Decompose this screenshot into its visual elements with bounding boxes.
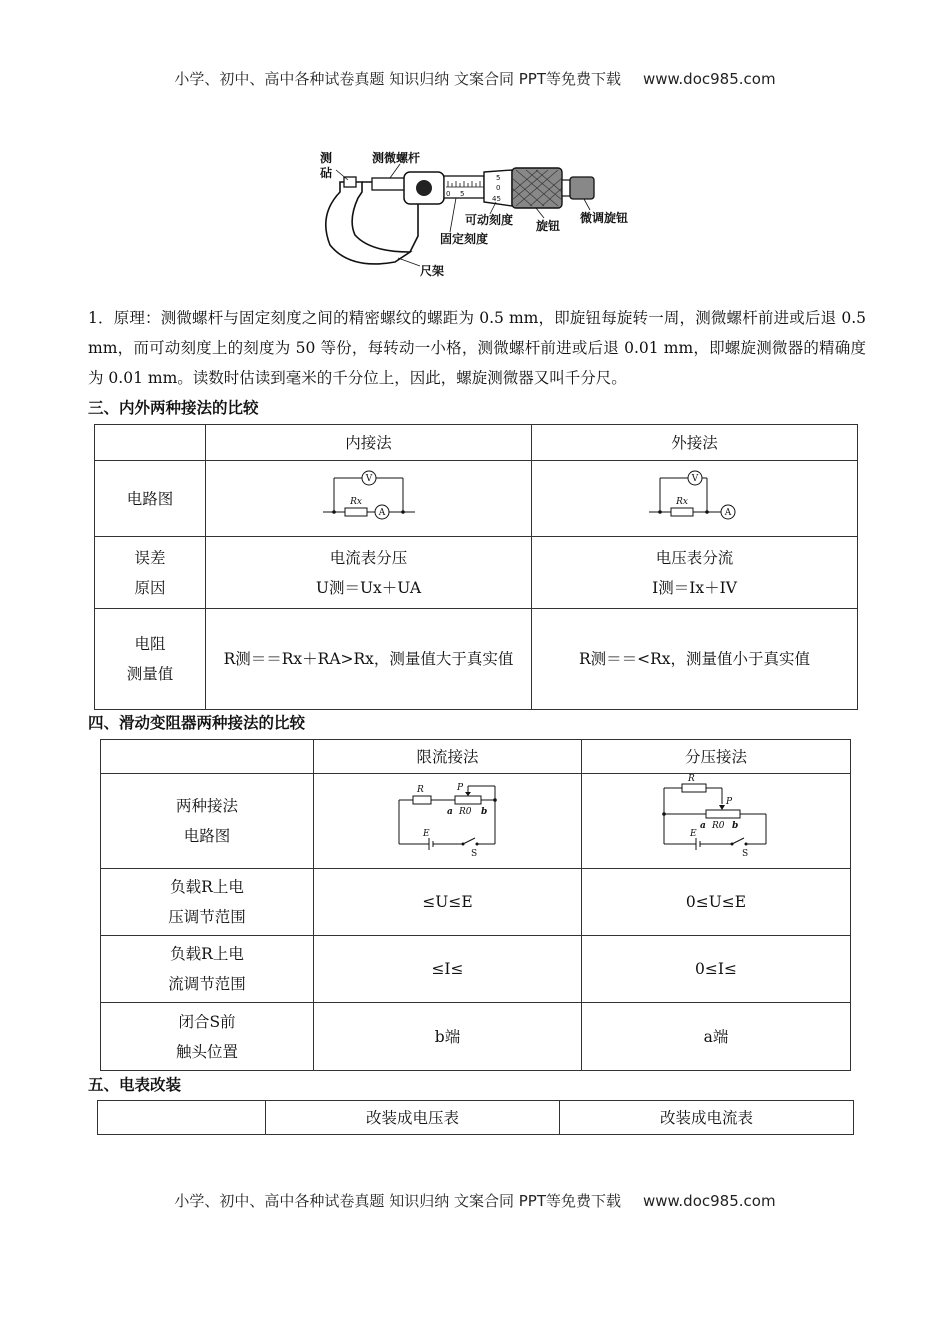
row-error-line1: 误差 — [134, 548, 166, 567]
section4-table — [100, 739, 851, 1071]
row-contact-line2: 触头位置 — [175, 1042, 238, 1061]
divider-position-cell: a端 — [582, 1003, 851, 1071]
col-divider-header: 分压接法 — [582, 740, 851, 774]
footer-site: www.doc985.com — [642, 1192, 776, 1210]
section5-table — [97, 1100, 854, 1135]
section4-header-blank — [101, 740, 314, 774]
limit-b-label: b — [480, 807, 487, 817]
label-frame: 尺架 — [420, 264, 445, 278]
limit-e-label: E — [422, 829, 430, 839]
label-anvil-2: 砧 — [320, 166, 333, 180]
label-anvil-1: 测 — [320, 151, 333, 165]
outer-circuit-cell — [532, 461, 858, 537]
limit-p-label: P — [456, 783, 463, 793]
section3-table — [94, 424, 858, 710]
divider-a-label: a — [700, 821, 706, 831]
inner-v-symbol: V — [365, 473, 372, 484]
divider-e-label: E — [690, 829, 697, 839]
row-diagram-label — [101, 774, 314, 869]
divider-s-label: S — [742, 849, 749, 858]
row-voltage-line2: 压调节范围 — [168, 908, 246, 926]
row-contact-line1: 闭合S前 — [178, 1012, 236, 1031]
row-measure-line2: 测量值 — [126, 665, 174, 683]
section3-title: 三、内外两种接法的比较 — [88, 399, 259, 417]
limit-position-cell: b端 — [314, 1003, 582, 1071]
footer-text: 小学、初中、高中各种试卷真题 知识归纳 文案合同 PPT等免费下载 — [174, 1192, 621, 1210]
row-measure-label — [95, 609, 206, 710]
row-voltage-range-label — [101, 869, 314, 936]
row-error-line2: 原因 — [134, 578, 166, 597]
row-contact-position-label — [101, 1003, 314, 1071]
divider-voltage-cell: 0≤U≤E — [582, 869, 851, 936]
header-text: 小学、初中、高中各种试卷真题 知识归纳 文案合同 PPT等免费下载 — [174, 70, 621, 88]
label-knob: 旋钮 — [536, 219, 561, 233]
outer-a-symbol: A — [724, 507, 731, 518]
page-header — [0, 68, 950, 89]
inner-a-symbol: A — [378, 507, 385, 518]
frame-shape — [326, 182, 410, 264]
ratchet-shape — [570, 177, 594, 199]
row-diagram-line1: 两种接法 — [175, 797, 238, 815]
section3-header-blank — [95, 425, 206, 461]
row-current-range-label — [101, 936, 314, 1003]
thimble-mark-45: 45 — [492, 195, 501, 203]
row-error-label — [95, 537, 206, 609]
divider-r-label: R — [688, 774, 695, 784]
outer-circuit-diagram — [645, 464, 745, 524]
label-sleeve-scale: 固定刻度 — [440, 232, 489, 246]
limit-r0-label: R0 — [458, 807, 472, 817]
row-measure-line1: 电阻 — [134, 635, 166, 653]
row-voltage-line1: 负载R上电 — [170, 878, 244, 896]
row-current-line1: 负载R上电 — [170, 945, 244, 963]
outer-v-symbol: V — [691, 473, 698, 484]
divider-circuit-cell — [582, 774, 851, 869]
outer-measure-cell: R测＝＝<Rx，测量值小于真实值 — [532, 609, 858, 710]
col-inner-header: 内接法 — [206, 425, 532, 461]
section5-title: 五、电表改装 — [88, 1076, 182, 1094]
row-circuit-label: 电路图 — [95, 461, 206, 537]
col-limit-header: 限流接法 — [314, 740, 582, 774]
label-thimble-scale: 可动刻度 — [465, 213, 514, 227]
divider-p-label: P — [726, 797, 733, 807]
section4-title: 四、滑动变阻器两种接法的比较 — [88, 714, 306, 732]
col-ammeter-header: 改装成电流表 — [560, 1101, 854, 1135]
inner-error-line2: U测＝Ux＋UA — [315, 578, 422, 597]
outer-error-line2: I测＝Ix＋IV — [652, 578, 737, 597]
section5-header-blank — [98, 1101, 266, 1135]
sleeve-mark-0: 0 — [446, 190, 451, 198]
limit-circuit-diagram — [393, 776, 503, 856]
micrometer-figure — [300, 140, 660, 290]
principle-paragraph: 1．原理：测微螺杆与固定刻度之间的精密螺纹的螺距为 0.5 mm，即旋钮每旋转一周，测微螺杆前进或后退 0.5 mm，而可动刻度上的刻度为 50 等份，每转动一小格，测微螺杆前进或后退 0.01 mm，即螺旋测微器的精确度为 0.01 mm。读数时估读到毫米的千分位上，因此，螺旋测微器又叫千分尺。 — [88, 309, 866, 387]
header-site: www.doc985.com — [642, 70, 776, 88]
inner-error-cell — [206, 537, 532, 609]
row-diagram-line2: 电路图 — [183, 827, 231, 845]
divider-current-cell: 0≤I≤ — [582, 936, 851, 1003]
row-current-line2: 流调节范围 — [168, 975, 246, 993]
inner-measure-cell: R测＝＝Rx＋RA>Rx，测量值大于真实值 — [206, 609, 532, 710]
divider-b-label: b — [732, 821, 739, 831]
inner-circuit-diagram — [319, 464, 419, 524]
thimble-mark-5: 5 — [496, 174, 501, 182]
limit-circuit-cell — [314, 774, 582, 869]
sleeve-mark-5: 5 — [460, 190, 465, 198]
divider-r0-label: R0 — [712, 821, 725, 831]
inner-circuit-cell — [206, 461, 532, 537]
thimble-mark-0: 0 — [496, 184, 501, 192]
inner-rx-label: Rx — [349, 496, 362, 507]
limit-voltage-cell: ≤U≤E — [314, 869, 582, 936]
page-footer — [0, 1190, 950, 1211]
outer-error-line1: 电压表分流 — [655, 548, 734, 567]
limit-current-cell: ≤I≤ — [314, 936, 582, 1003]
lock-knob — [416, 180, 432, 196]
label-ratchet: 微调旋钮 — [580, 211, 629, 225]
col-voltmeter-header: 改装成电压表 — [266, 1101, 560, 1135]
divider-circuit-diagram — [656, 774, 776, 858]
label-spindle: 测微螺杆 — [372, 151, 421, 165]
outer-rx-label: Rx — [675, 496, 688, 507]
outer-error-cell — [532, 537, 858, 609]
limit-s-label: S — [470, 849, 477, 856]
spindle-shape — [372, 178, 408, 190]
inner-error-line1: 电流表分压 — [329, 548, 408, 567]
col-outer-header: 外接法 — [532, 425, 858, 461]
limit-a-label: a — [446, 807, 453, 817]
limit-r-label: R — [416, 785, 424, 795]
